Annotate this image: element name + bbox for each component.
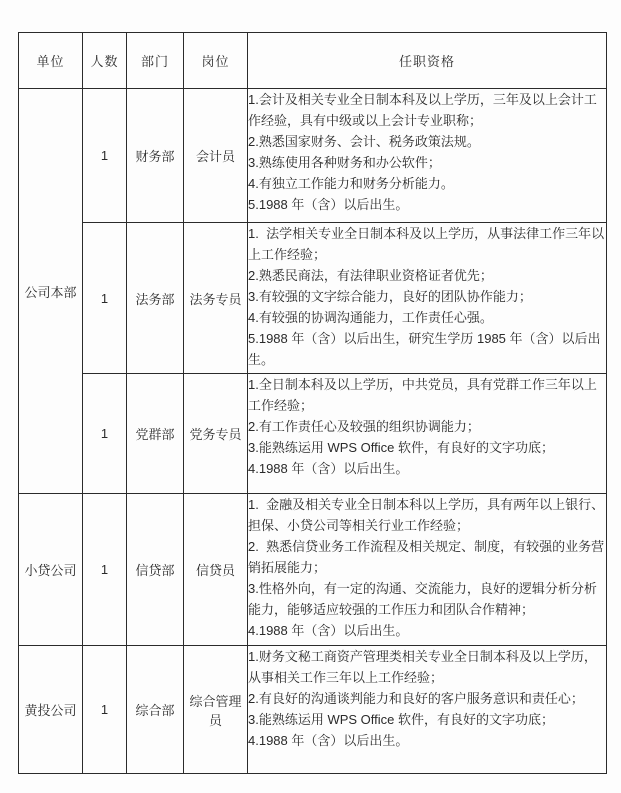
position-cell: 信贷员 <box>184 494 248 646</box>
qualification-item: 4.1988 年（含）以后出生。 <box>248 733 409 748</box>
qualifications-cell <box>248 223 607 374</box>
qualifications-cell <box>248 374 607 494</box>
qualifications-cell <box>248 89 607 223</box>
qualification-item: 5.1988 年（含）以后出生，研究生学历 1985 年（含）以后出生。 <box>248 331 601 367</box>
headcount-cell: 1 <box>83 646 127 774</box>
qualifications-cell <box>248 494 607 646</box>
qualification-item: 4.有较强的协调沟通能力，工作责任心强。 <box>248 310 493 325</box>
qualification-item: 5.1988 年（含）以后出生。 <box>248 197 409 212</box>
headcount-cell: 1 <box>83 223 127 374</box>
table-row-legal <box>19 223 607 374</box>
position-cell: 党务专员 <box>184 374 248 494</box>
qualification-item: 3.熟练使用各种财务和办公软件； <box>248 155 441 170</box>
department-cell: 信贷部 <box>127 494 184 646</box>
headcount-cell: 1 <box>83 89 127 223</box>
qualification-item: 1.财务文秘工商资产管理类相关专业全日制本科及以上学历，从事相关工作三年以上工作经验； <box>248 649 597 685</box>
qualification-item: 3.能熟练运用 WPS Office 软件，有良好的文字功底； <box>248 440 555 455</box>
position-cell: 综合管理员 <box>184 646 248 774</box>
column-header-position: 岗位 <box>184 33 248 89</box>
department-cell: 财务部 <box>127 89 184 223</box>
qualification-item: 4.1988 年（含）以后出生。 <box>248 461 409 476</box>
position-cell: 会计员 <box>184 89 248 223</box>
headcount-cell: 1 <box>83 494 127 646</box>
unit-cell: 黄投公司 <box>19 646 83 774</box>
unit-cell: 小贷公司 <box>19 494 83 646</box>
department-cell: 党群部 <box>127 374 184 494</box>
qualification-item: 3.有较强的文字综合能力，良好的团队协作能力； <box>248 289 532 304</box>
table-row-party <box>19 374 607 494</box>
qualification-item: 2.有良好的沟通谈判能力和良好的客户服务意识和责任心； <box>248 691 584 706</box>
qualification-item: 2.熟悉国家财务、会计、税务政策法规。 <box>248 134 480 149</box>
column-header-qualifications: 任职资格 <box>248 33 607 89</box>
header-row <box>19 33 607 89</box>
qualification-item: 4.1988 年（含）以后出生。 <box>248 623 409 638</box>
qualification-item: 3.性格外向，有一定的沟通、交流能力，良好的逻辑分析分析能力，能够适应较强的工作压力和团队合作精神； <box>248 581 597 617</box>
qualifications-cell <box>248 646 607 774</box>
qualification-item: 1.会计及相关专业全日制本科及以上学历，三年及以上会计工作经验，具有中级或以上会计专业职称； <box>248 92 597 128</box>
qualification-item: 3.能熟练运用 WPS Office 软件，有良好的文字功底； <box>248 712 555 727</box>
table-row-admin <box>19 646 607 774</box>
department-cell: 法务部 <box>127 223 184 374</box>
qualification-item: 2.熟悉民商法，有法律职业资格证者优先； <box>248 268 493 283</box>
position-cell: 法务专员 <box>184 223 248 374</box>
table-row-credit <box>19 494 607 646</box>
column-header-headcount: 人数 <box>83 33 127 89</box>
qualification-item: 1.全日制本科及以上学历，中共党员，具有党群工作三年以上工作经验； <box>248 377 597 413</box>
recruitment-table <box>18 32 607 774</box>
qualification-item: 2. 熟悉信贷业务工作流程及相关规定、制度，有较强的业务营销拓展能力； <box>248 539 605 575</box>
qualification-item: 4.有独立工作能力和财务分析能力。 <box>248 176 454 191</box>
headcount-cell: 1 <box>83 374 127 494</box>
table-row-accountant <box>19 89 607 223</box>
qualification-item: 1. 法学相关专业全日制本科及以上学历，从事法律工作三年以上工作经验； <box>248 226 605 262</box>
department-cell: 综合部 <box>127 646 184 774</box>
column-header-unit: 单位 <box>19 33 83 89</box>
qualification-item: 1. 金融及相关专业全日制本科以上学历，具有两年以上银行、担保、小贷公司等相关行业工作经验； <box>248 497 605 533</box>
column-header-department: 部门 <box>127 33 184 89</box>
qualification-item: 2.有工作责任心及较强的组织协调能力； <box>248 419 480 434</box>
unit-cell: 公司本部 <box>19 89 83 494</box>
